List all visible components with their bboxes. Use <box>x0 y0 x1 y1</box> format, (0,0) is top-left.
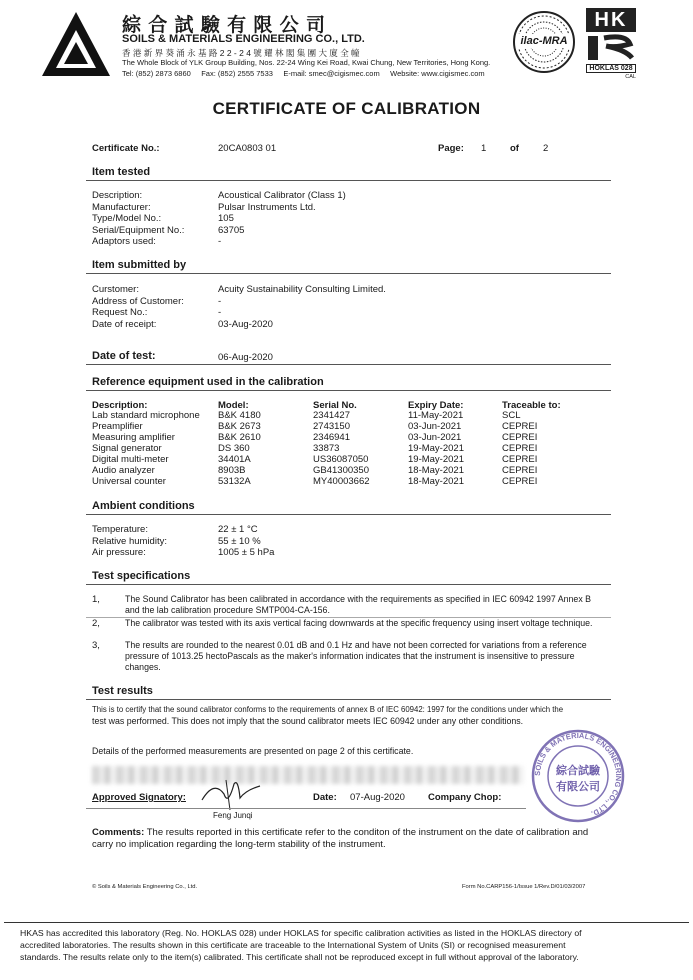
spec-line: The calibrator was tested with its axis vertical facing downwards at the specific frequency using insert voltage technique. <box>125 618 593 628</box>
table-cell: B&K 4180 <box>218 410 261 421</box>
handwritten-signature <box>196 776 266 812</box>
row-value: 1005 ± 5 hPa <box>218 547 275 558</box>
table-cell: GB41300350 <box>313 465 369 476</box>
table-cell: Signal generator <box>92 443 162 454</box>
table-cell: CEPREI <box>502 421 538 432</box>
company-name-english: SOILS & MATERIALS ENGINEERING CO., LTD. <box>122 33 365 45</box>
table-cell: CEPREI <box>502 465 538 476</box>
table-cell: B&K 2610 <box>218 432 261 443</box>
row-value: - <box>218 295 222 307</box>
hkas-notice: HKAS has accredited this laboratory (Reg. No. HOKLAS 028) under HOKLAS for specific calibration activities as listed in the HOKLAS directory of <box>20 928 582 938</box>
column-header: Description: <box>92 400 148 411</box>
table-cell: 2743150 <box>313 421 350 432</box>
page-total: 2 <box>543 143 549 154</box>
spec-line: The Sound Calibrator has been calibrated in accordance with the requirements as specified in IEC 60942 1997 Annex B <box>125 594 592 604</box>
row-label: Description: <box>92 190 143 201</box>
column-header: Model: <box>218 400 249 411</box>
hoklas-number: HOKLAS 028 <box>586 64 636 73</box>
form-number: Form No.CARP156-1/Issue 1/Rev.D/01/03/2007 <box>462 884 586 890</box>
copyright-notice: © Soils & Materials Engineering Co., Ltd. <box>92 884 198 890</box>
company-name-chinese: 綜 合 試 驗 有 限 公 司 <box>122 15 326 36</box>
row-label: Curstomer: <box>92 284 139 295</box>
divider <box>86 699 611 700</box>
contact-line: Tel: (852) 2873 6860 Fax: (852) 2555 7533 E-mail: smec@cigismec.com Website: www.cigismec.com <box>122 69 485 78</box>
table-cell: Digital multi-meter <box>92 454 169 465</box>
table-cell: 03-Jun-2021 <box>408 421 462 432</box>
row-value: 03-Aug-2020 <box>218 318 273 330</box>
spec-number: 3, <box>92 640 100 651</box>
item-submitted-heading: Item submitted by <box>92 259 187 271</box>
divider <box>86 273 611 274</box>
ilac-mra-text: ilac-MRA <box>520 35 568 47</box>
row-label: Serial/Equipment No.: <box>92 224 185 236</box>
table-cell: Measuring amplifier <box>92 432 175 443</box>
row-label: Address of Customer: <box>92 295 184 307</box>
footer-divider <box>4 922 689 923</box>
table-cell: CEPREI <box>502 476 538 487</box>
table-cell: 33873 <box>313 443 340 454</box>
table-cell: 53132A <box>218 476 251 487</box>
spec-line: changes. <box>125 662 161 672</box>
table-cell: 19-May-2021 <box>408 443 464 454</box>
table-cell: US36087050 <box>313 454 369 465</box>
row-label: Request No.: <box>92 307 148 318</box>
table-cell: 03-Jun-2021 <box>408 432 462 443</box>
hk-logo-text: HK <box>586 8 636 32</box>
row-value: - <box>218 236 222 247</box>
table-cell: MY40003662 <box>313 476 370 487</box>
spec-line: The results are rounded to the nearest 0.01 dB and 0.1 Hz and have not been corrected for variations from a reference <box>125 640 587 650</box>
row-value: - <box>218 307 222 318</box>
comments-label: Comments: <box>92 827 145 838</box>
hkas-notice: accredited laboratories. The results shown in this certificate are traceable to the International System of Units (SI) or recognised measurement <box>20 940 566 950</box>
table-cell: 34401A <box>218 454 251 465</box>
company-logo <box>40 8 112 80</box>
table-cell: 18-May-2021 <box>408 465 464 476</box>
redaction-band <box>92 766 524 784</box>
test-specifications-heading: Test specifications <box>92 570 191 582</box>
divider <box>86 808 526 809</box>
column-header: Expiry Date: <box>408 400 464 411</box>
hkas-mark-icon <box>586 34 636 62</box>
certificate-title: CERTIFICATE OF CALIBRATION <box>212 99 481 118</box>
hoklas-cal: CAL <box>625 74 636 80</box>
page-of-label: of <box>510 143 519 154</box>
ambient-conditions-heading: Ambient conditions <box>92 500 195 512</box>
stamp-chinese-bottom: 有限公司 <box>556 781 600 793</box>
divider <box>86 390 611 391</box>
item-tested-heading: Item tested <box>92 166 151 178</box>
spec-number: 1, <box>92 594 100 605</box>
table-cell: CEPREI <box>502 432 538 443</box>
test-results-heading: Test results <box>92 685 153 697</box>
results-line: test was performed. This does not imply that the sound calibrator meets IEC 60942 under any other conditions. <box>92 716 524 726</box>
company-chop-label: Company Chop: <box>428 792 502 803</box>
row-value: Acoustical Calibrator (Class 1) <box>218 190 346 201</box>
table-cell: DS 360 <box>218 443 250 454</box>
company-logo-icon <box>40 8 112 80</box>
table-cell: CEPREI <box>502 443 538 454</box>
row-value: Acuity Sustainability Consulting Limited. <box>218 284 386 295</box>
signer-name: Feng Junqi <box>213 811 253 820</box>
table-cell: 8903B <box>218 465 246 476</box>
hokias-logo <box>586 8 636 78</box>
table-cell: 11-May-2021 <box>408 410 464 421</box>
row-label: Manufacturer: <box>92 201 151 213</box>
table-cell: Universal counter <box>92 476 166 487</box>
results-details: Details of the performed measurements are presented on page 2 of this certificate. <box>92 746 414 756</box>
stamp-chinese-top: 綜合試驗 <box>556 765 600 777</box>
table-cell: SCL <box>502 410 521 421</box>
company-stamp <box>530 728 626 824</box>
divider <box>86 180 611 181</box>
row-value: Pulsar Instruments Ltd. <box>218 201 316 213</box>
page-label: Page: <box>438 143 464 154</box>
comments-line: carry no implication regarding the long-term stability of the instrument. <box>92 839 386 850</box>
spec-number: 2, <box>92 618 100 629</box>
table-cell: Preamplifier <box>92 421 143 432</box>
reference-equipment-heading: Reference equipment used in the calibration <box>92 376 324 388</box>
table-cell: Lab standard microphone <box>92 410 200 421</box>
address-chinese: 香 港 新 界 葵 涌 永 基 路 2 2 - 2 4 號 耀 林 閣 集 團 大 廈 全 幢 <box>122 48 360 58</box>
comments-line <box>92 827 588 839</box>
row-value: 105 <box>218 213 234 224</box>
row-label: Type/Model No.: <box>92 213 162 224</box>
results-line: This is to certify that the sound calibrator conforms to the requirements of annex B of IEC 60942: 1997 for the conditions under which the <box>92 705 564 714</box>
table-cell: 2346941 <box>313 432 350 443</box>
stamp-ring-text: SOILS & MATERIALS ENGINEERING CO., LTD. <box>532 730 624 819</box>
column-header: Serial No. <box>313 400 357 411</box>
row-label: Adaptors used: <box>92 236 156 247</box>
table-cell: 18-May-2021 <box>408 476 464 487</box>
table-cell: 2341427 <box>313 410 350 421</box>
table-cell: 19-May-2021 <box>408 454 464 465</box>
hkas-notice: standards. The results relate only to the item(s) calibrated. This certificate shall not be reproduced except in full without approval of the laboratory. <box>20 952 579 962</box>
approved-signatory-label: Approved Signatory: <box>92 792 186 803</box>
signature-mark <box>196 776 266 812</box>
row-label: Relative humidity: <box>92 535 167 547</box>
comments-text: The results reported in this certificate refer to the conditon of the instrument on the date of calibration and <box>146 827 589 838</box>
row-value: 63705 <box>218 224 245 236</box>
table-cell: B&K 2673 <box>218 421 261 432</box>
ilac-mra-logo <box>512 10 576 74</box>
divider <box>86 584 611 585</box>
column-header: Traceable to: <box>502 400 561 411</box>
spec-line: pressure of 1013.25 hectoPascals as the maker's information indicates that the instrument is insensitive to pressure <box>125 651 575 661</box>
row-label: Temperature: <box>92 524 148 535</box>
row-value: 22 ± 1 °C <box>218 524 258 535</box>
date-label: Date: <box>313 792 337 803</box>
spec-line: and the lab calibration procedure SMTP004-CA-156. <box>125 605 330 615</box>
table-cell: CEPREI <box>502 454 538 465</box>
row-value: 55 ± 10 % <box>218 535 261 547</box>
date-of-test-label: Date of test: <box>92 350 156 362</box>
divider <box>86 364 611 365</box>
address-english: The Whole Block of YLK Group Building, Nos. 22-24 Wing Kei Road, Kwai Chung, New Territories, Hong Kong. <box>122 58 491 67</box>
page-number: 1 <box>481 143 487 154</box>
table-cell: Audio analyzer <box>92 465 155 476</box>
row-label: Air pressure: <box>92 547 146 558</box>
certificate-number-label: Certificate No.: <box>92 143 160 154</box>
date-value: 07-Aug-2020 <box>350 792 405 803</box>
date-of-test-value: 06-Aug-2020 <box>218 352 273 363</box>
divider <box>86 514 611 515</box>
certificate-number: 20CA0803 01 <box>218 143 277 154</box>
row-label: Date of receipt: <box>92 318 157 330</box>
